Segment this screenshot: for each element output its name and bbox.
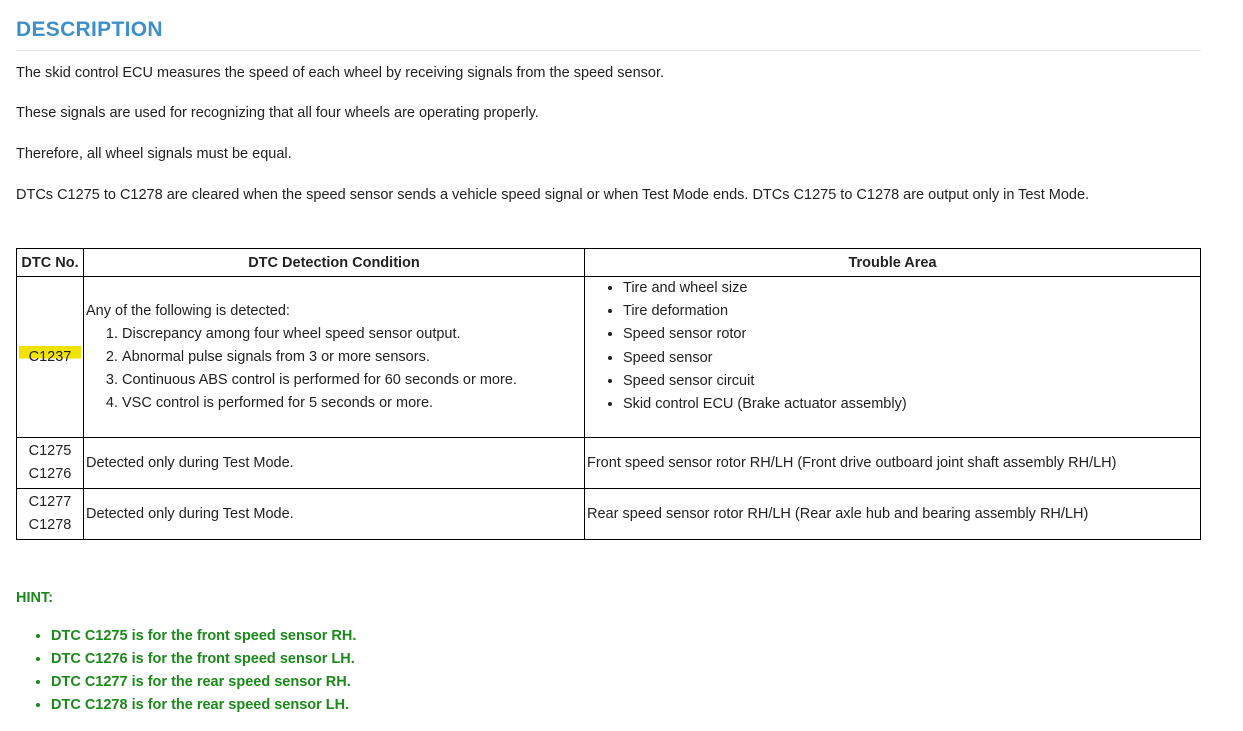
description-paragraph-3: Therefore, all wheel signals must be equal. [16,146,292,162]
trouble-area-cell [585,277,1201,438]
dtc-code: C1275 [28,443,72,459]
dtc-code: C1277 [28,494,72,510]
description-paragraph-1: The skid control ECU measures the speed of each wheel by receiving signals from the speed sensor. [16,65,665,81]
search-highlight: C1237 [19,346,81,369]
trouble-area-cell: Rear speed sensor rotor RH/LH (Rear axle hub and bearing assembly RH/LH) [585,489,1201,540]
header-detection-condition: DTC Detection Condition [84,249,585,277]
dtc-code [19,346,81,369]
list-item: • Speed sensor [623,347,1198,370]
hint-list [16,625,356,717]
hint-label: HINT: [16,590,54,606]
table-header-row [17,249,1201,277]
list-item: 3. Continuous ABS control is performed for 60 seconds or more. [122,369,582,392]
hint-section [16,590,356,717]
list-item: • Skid control ECU (Brake actuator assembly) [623,393,1198,416]
section-heading: DESCRIPTION [16,0,1201,51]
list-item: • DTC C1275 is for the front speed sensor RH. [51,625,356,648]
dtc-table [16,248,1201,540]
list-item: • Tire deformation [623,300,1198,323]
dtc-number-cell [17,277,84,438]
list-item: • DTC C1277 is for the rear speed sensor RH. [51,671,356,694]
detection-condition-cell [84,277,585,438]
list-item: 1. Discrepancy among four wheel speed sensor output. [122,323,582,346]
description-paragraph-2: These signals are used for recognizing that all four wheels are operating properly. [16,105,539,121]
list-item: 2. Abnormal pulse signals from 3 or more sensors. [122,346,582,369]
header-trouble-area: Trouble Area [585,249,1201,277]
trouble-area-cell: Front speed sensor rotor RH/LH (Front drive outboard joint shaft assembly RH/LH) [585,438,1201,489]
list-item: • Speed sensor circuit [623,370,1198,393]
list-item: 4. VSC control is performed for 5 seconds or more. [122,392,582,415]
dtc-number-cell [17,489,84,540]
detection-condition-cell: Detected only during Test Mode. [84,489,585,540]
list-item: • DTC C1278 is for the rear speed sensor LH. [51,694,356,717]
table-row [17,277,1201,438]
table-row [17,489,1201,540]
dtc-code: C1278 [28,517,72,533]
list-item: • DTC C1276 is for the front speed sensor LH. [51,648,356,671]
detection-condition-cell: Detected only during Test Mode. [84,438,585,489]
list-item: • Speed sensor rotor [623,323,1198,346]
dtc-number-cell [17,438,84,489]
table-row [17,438,1201,489]
list-item: • Tire and wheel size [623,277,1198,300]
header-dtc-no: DTC No. [17,249,84,277]
dtc-code: C1276 [28,466,72,482]
page-content [16,0,1201,533]
description-paragraph-4: DTCs C1275 to C1278 are cleared when the speed sensor sends a vehicle speed signal or when Test Mode ends. DTCs C1275 to C1278 are output only in Test Mode. [16,187,1090,203]
trouble-area-list [587,277,1198,416]
condition-intro: Any of the following is detected: [86,302,290,319]
condition-list [86,323,582,415]
